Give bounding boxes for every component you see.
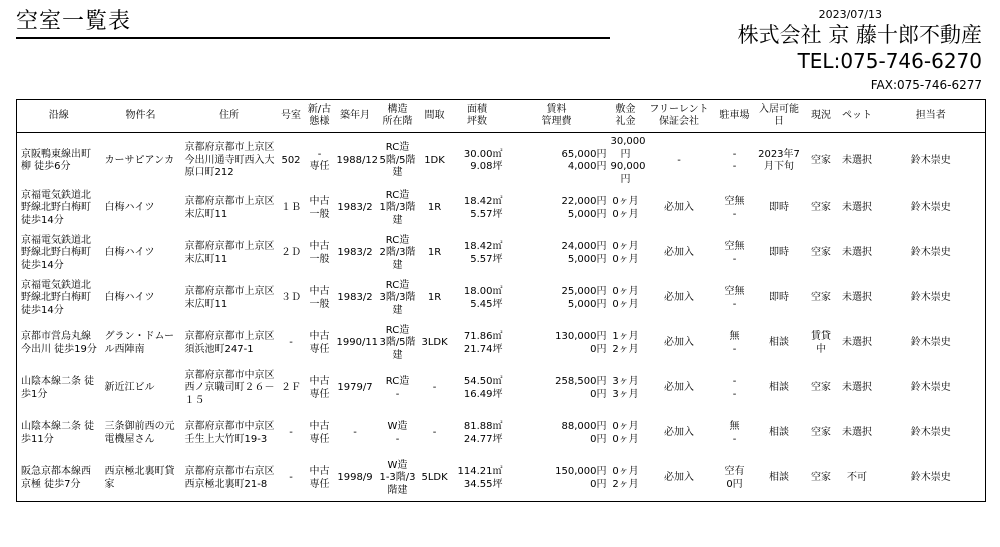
col-deposit: 敷金 礼金 [609,100,643,133]
col-pet: ペット [838,100,877,133]
cell-built-date: 1983/2 [337,292,373,304]
cell-deposit: 0ヶ月 0ヶ月 [612,421,639,445]
cell-deposit: 0ヶ月 0ヶ月 [612,241,639,265]
cell-structure: RC造 3階/5階建 [379,324,416,361]
cell-guarantee: 必加入 [664,427,694,439]
cell-area: 18.42㎡ 5.57坪 [463,196,503,220]
cell-status: 空家 [811,427,831,439]
cell-movein-date: 即時 [769,202,789,214]
cell-line: 京福電気鉄道北野線北野白梅町 徒歩14分 [21,279,91,316]
cell-movein-date: 相談 [769,427,789,439]
table-body [17,133,986,502]
cell-movein-date: 相談 [769,337,789,349]
col-structure: 構造 所在階 [376,100,420,133]
cell-guarantee: 必加入 [664,292,694,304]
cell-layout: 1DK [424,154,445,166]
cell-room-number: ３Ｄ [281,292,301,304]
col-agent: 担当者 [877,100,986,133]
cell-property-name: 白梅ハイツ [104,247,155,259]
cell-address: 京都府京都市上京区末広町11 [184,286,275,310]
cell-parking: 無 - [729,331,740,355]
cell-guarantee: 必加入 [664,247,694,259]
cell-built-date: 1988/12 [336,154,379,166]
cell-area: 114.21㎡ 34.55坪 [457,466,503,490]
cell-built-date: 1979/7 [337,382,373,394]
col-built: 築年月 [335,100,376,133]
cell-structure: RC造 1階/3階建 [379,189,416,226]
cell-new-old: 中古 一般 [309,196,330,220]
cell-layout: 1R [427,202,442,214]
cell-structure: RC造 - [385,376,410,400]
col-rent: 賃料 管理費 [505,100,609,133]
cell-deposit: 30,000円 90,000円 [610,136,646,185]
cell-status: 空家 [811,472,831,484]
cell-parking: 空有 0円 [724,466,745,490]
cell-room-number: - [289,472,293,484]
cell-address: 京都府京都市上京区末広町11 [184,196,275,220]
cell-address: 京都府京都市上京区須浜池町247-1 [184,331,275,355]
cell-built-date: 1990/11 [336,337,379,349]
cell-movein-date: 相談 [769,382,789,394]
cell-pet: 未選択 [842,247,872,259]
col-room: 号室 [278,100,305,133]
cell-new-old: 中古 専任 [309,466,330,490]
cell-structure: RC造 2階/3階建 [379,234,416,271]
page-title: 空室一覧表 [16,9,132,34]
cell-structure: W造 - [387,421,408,445]
cell-area: 54.50㎡ 16.49坪 [463,376,503,400]
cell-new-old: 中古 一般 [309,241,330,265]
col-area: 面積 坪数 [450,100,505,133]
cell-area: 18.00㎡ 5.45坪 [463,286,503,310]
cell-guarantee: 必加入 [664,202,694,214]
cell-rent: 65,000円 4,000円 [561,148,607,172]
col-property: 物件名 [101,100,181,133]
cell-pet: 不可 [847,472,867,484]
cell-parking: - - [732,148,737,172]
cell-deposit: 0ヶ月 0ヶ月 [612,196,639,220]
cell-rent: 258,500円 0円 [555,376,607,400]
col-status: 現況 [805,100,838,133]
cell-deposit: 0ヶ月 0ヶ月 [612,286,639,310]
cell-built-date: 1998/9 [337,472,373,484]
col-parking: 駐車場 [716,100,754,133]
vacancy-table [16,99,986,502]
cell-rent: 24,000円 5,000円 [561,241,607,265]
cell-agent: 鈴木崇史 [910,427,951,439]
cell-built-date: 1983/2 [337,202,373,214]
cell-property-name: 西京極北裏町貸家 [104,466,175,490]
table-row [17,231,986,276]
cell-parking: 空無 - [724,241,745,265]
cell-layout: - [432,382,437,394]
company-tel: TEL:075-746-6270 [797,49,982,73]
cell-built-date: 1983/2 [337,247,373,259]
cell-status: 空家 [811,202,831,214]
col-line: 沿線 [17,100,101,133]
cell-address: 京都府京都市右京区西京極北裏町21-8 [184,466,275,490]
cell-property-name: 新近江ビル [104,382,155,394]
cell-area: 71.86㎡ 21.74坪 [463,331,503,355]
cell-built-date: - [353,427,357,439]
cell-layout: 1R [427,247,442,259]
cell-rent: 22,000円 5,000円 [561,196,607,220]
cell-structure: RC造 5階/5階建 [379,142,416,179]
table-row [17,366,986,411]
cell-deposit: 1ヶ月 2ヶ月 [612,331,639,355]
cell-status: 賃貸中 [811,331,831,355]
cell-deposit: 0ヶ月 2ヶ月 [612,466,639,490]
cell-parking: - - [732,376,737,400]
cell-layout: 1R [427,292,442,304]
cell-rent: 130,000円 0円 [555,331,607,355]
cell-area: 30.00㎡ 9.08坪 [463,148,503,172]
cell-area: 18.42㎡ 5.57坪 [463,241,503,265]
col-address: 住所 [181,100,278,133]
company-name: 株式会社 京 藤十郎不動産 [737,23,982,47]
cell-new-old: 中古 専任 [309,421,330,445]
cell-address: 京都府京都市中京区壬生上大竹町19-3 [184,421,275,445]
col-new-old: 新/古 態様 [305,100,335,133]
cell-pet: 未選択 [842,202,872,214]
cell-property-name: 三条御前西の元電機屋さん [104,421,175,445]
cell-agent: 鈴木崇史 [910,337,951,349]
cell-new-old: 中古 一般 [309,286,330,310]
cell-line: 阪急京都本線西京極 徒歩7分 [21,466,91,490]
cell-line: 山陰本線二条 徒歩11分 [21,421,95,445]
cell-guarantee: - [677,154,681,166]
cell-room-number: 502 [281,154,301,166]
cell-agent: 鈴木崇史 [910,202,951,214]
company-fax: FAX:075-746-6277 [870,78,982,92]
cell-status: 空家 [811,154,831,166]
cell-room-number: ２Ｄ [281,247,301,259]
cell-guarantee: 必加入 [664,337,694,349]
cell-room-number: １Ｂ [281,202,301,214]
cell-pet: 未選択 [842,337,872,349]
cell-agent: 鈴木崇史 [910,292,951,304]
cell-status: 空家 [811,292,831,304]
cell-movein-date: 相談 [769,472,789,484]
col-guarantee: フリーレント 保証会社 [643,100,716,133]
cell-agent: 鈴木崇史 [910,154,951,166]
cell-agent: 鈴木崇史 [910,472,951,484]
cell-new-old: 中古 専任 [309,331,330,355]
cell-new-old: - 専任 [309,148,330,172]
cell-property-name: グラン・ドムール西陣南 [104,331,174,355]
table-row [17,321,986,366]
table-row [17,276,986,321]
cell-line: 京福電気鉄道北野線北野白梅町 徒歩14分 [21,234,91,271]
cell-line: 京阪鴨東線出町柳 徒歩6分 [21,148,91,172]
cell-rent: 150,000円 0円 [555,466,607,490]
cell-pet: 未選択 [842,154,872,166]
table-row [17,186,986,231]
cell-structure: W造 1-3階/3階建 [379,459,416,496]
cell-address: 京都府京都市上京区末広町11 [184,241,275,265]
cell-status: 空家 [811,247,831,259]
cell-movein-date: 2023年7月下旬 [758,148,800,172]
cell-room-number: ２Ｆ [281,382,301,394]
table-header-row [17,100,986,133]
cell-layout: - [432,427,437,439]
cell-movein-date: 即時 [769,292,789,304]
cell-area: 81.88㎡ 24.77坪 [463,421,503,445]
cell-parking: 空無 - [724,196,745,220]
cell-pet: 未選択 [842,382,872,394]
cell-address: 京都府京都市上京区今出川通寺町西入大原口町212 [184,142,275,179]
cell-parking: 空無 - [724,286,745,310]
cell-line: 山陰本線二条 徒歩1分 [21,376,95,400]
cell-property-name: 白梅ハイツ [104,202,155,214]
cell-movein-date: 即時 [769,247,789,259]
issue-date: 2023/07/13 [818,8,882,21]
col-movein: 入居可能日 [754,100,805,133]
cell-pet: 未選択 [842,427,872,439]
cell-layout: 5LDK [421,472,448,484]
cell-rent: 88,000円 0円 [561,421,607,445]
cell-line: 京福電気鉄道北野線北野白梅町 徒歩14分 [21,189,91,226]
cell-property-name: 白梅ハイツ [104,292,155,304]
table-row [17,456,986,502]
cell-agent: 鈴木崇史 [910,382,951,394]
cell-status: 空家 [811,382,831,394]
cell-layout: 3LDK [421,337,448,349]
cell-deposit: 3ヶ月 3ヶ月 [612,376,639,400]
cell-property-name: カーサピアンカ [104,154,175,166]
col-layout: 間取 [420,100,450,133]
cell-pet: 未選択 [842,292,872,304]
cell-guarantee: 必加入 [664,382,694,394]
cell-parking: 無 - [729,421,740,445]
title-underline [16,37,610,39]
cell-line: 京都市営烏丸線今出川 徒歩19分 [21,331,97,355]
cell-rent: 25,000円 5,000円 [561,286,607,310]
cell-agent: 鈴木崇史 [910,247,951,259]
cell-room-number: - [289,337,293,349]
cell-room-number: - [289,427,293,439]
cell-address: 京都府京都市中京区西ノ京職司町２６－１５ [184,369,275,406]
cell-new-old: 中古 専任 [309,376,330,400]
cell-structure: RC造 3階/3階建 [379,279,416,316]
table-row [17,133,986,187]
cell-guarantee: 必加入 [664,472,694,484]
table-row [17,411,986,456]
